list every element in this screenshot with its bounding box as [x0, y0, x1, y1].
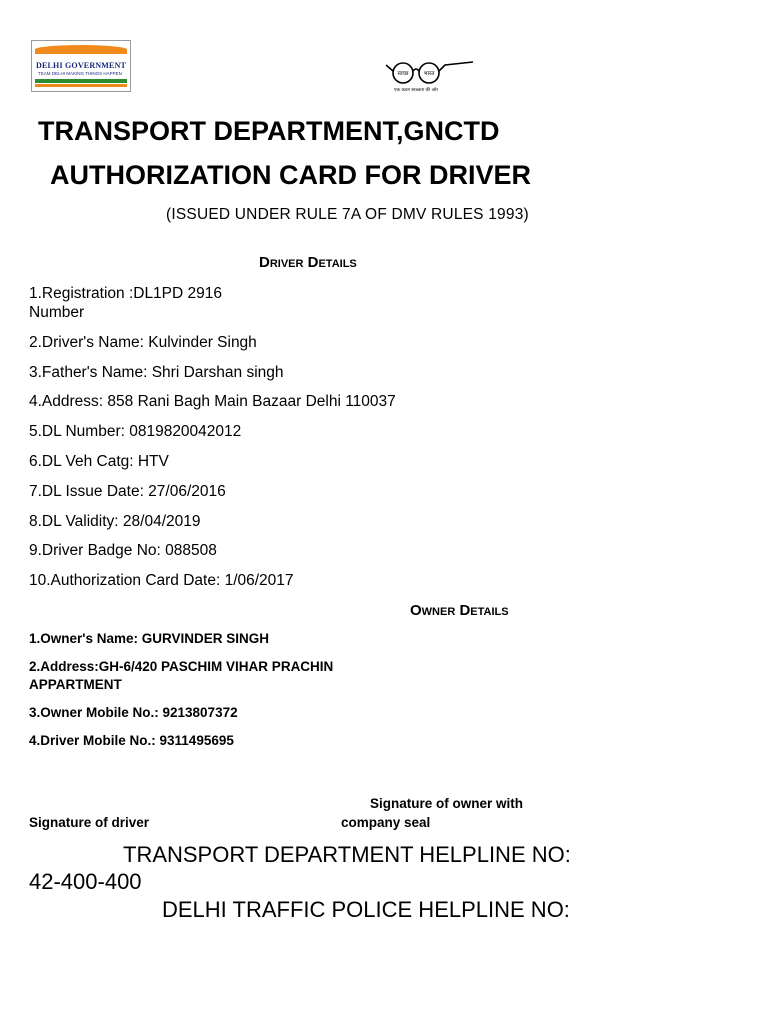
owner-signature-label: Signature of owner with	[370, 796, 524, 811]
owner-details-heading: Owner Details	[410, 602, 509, 619]
driver-registration-cont: Number	[29, 304, 85, 321]
owner-address: 2.Address:GH-6/420 PASCHIM VIHAR PRACHIN	[29, 659, 334, 674]
title-line-2: AUTHORIZATION CARD FOR DRIVER	[50, 160, 531, 190]
driver-details-heading: Driver Details	[259, 254, 357, 271]
driver-father-name: 3.Father's Name: Shri Darshan singh	[29, 364, 284, 381]
driver-dl-issue-date: 7.DL Issue Date: 27/06/2016	[29, 483, 226, 500]
delhi-government-logo	[31, 40, 131, 92]
driver-dl-veh-catg: 6.DL Veh Catg: HTV	[29, 453, 169, 470]
driver-signature-label: Signature of driver	[29, 815, 150, 830]
owner-driver-mobile: 4.Driver Mobile No.: 9311495695	[29, 733, 234, 748]
driver-dl-validity: 8.DL Validity: 28/04/2019	[29, 513, 201, 530]
owner-mobile: 3.Owner Mobile No.: 9213807372	[29, 705, 238, 720]
swachh-logo-tagline: एक कदम स्वच्छता की ओर	[393, 88, 439, 93]
traffic-police-helpline-label: DELHI TRAFFIC POLICE HELPLINE NO:	[162, 897, 570, 922]
driver-auth-card-date: 10.Authorization Card Date: 1/06/2017	[29, 572, 294, 589]
swachh-bharat-logo	[385, 54, 477, 94]
driver-dl-number: 5.DL Number: 0819820042012	[29, 423, 242, 440]
driver-badge-no: 9.Driver Badge No: 088508	[29, 542, 217, 559]
delhi-government-logo-tagline: TEAM DELHI MAKING THINGS HAPPEN	[38, 71, 122, 76]
subtitle: (ISSUED UNDER RULE 7A OF DMV RULES 1993)	[166, 206, 529, 223]
delhi-government-logo-name: DELHI GOVERNMENT	[36, 61, 127, 70]
driver-registration: 1.Registration :DL1PD 2916	[29, 285, 223, 302]
title-line-1: TRANSPORT DEPARTMENT,GNCTD	[38, 116, 500, 146]
owner-name: 1.Owner's Name: GURVINDER SINGH	[29, 631, 270, 646]
driver-name: 2.Driver's Name: Kulvinder Singh	[29, 334, 257, 351]
owner-signature-label-cont: company seal	[341, 815, 431, 830]
driver-address: 4.Address: 858 Rani Bagh Main Bazaar Delhi 110037	[29, 393, 396, 410]
transport-helpline-label: TRANSPORT DEPARTMENT HELPLINE NO:	[123, 842, 571, 867]
swachh-logo-left-text: स्वच्छ	[397, 71, 409, 77]
owner-address-cont: APPARTMENT	[29, 677, 122, 692]
swachh-logo-right-text: भारत	[423, 71, 435, 77]
transport-helpline-number: 42-400-400	[29, 869, 142, 894]
